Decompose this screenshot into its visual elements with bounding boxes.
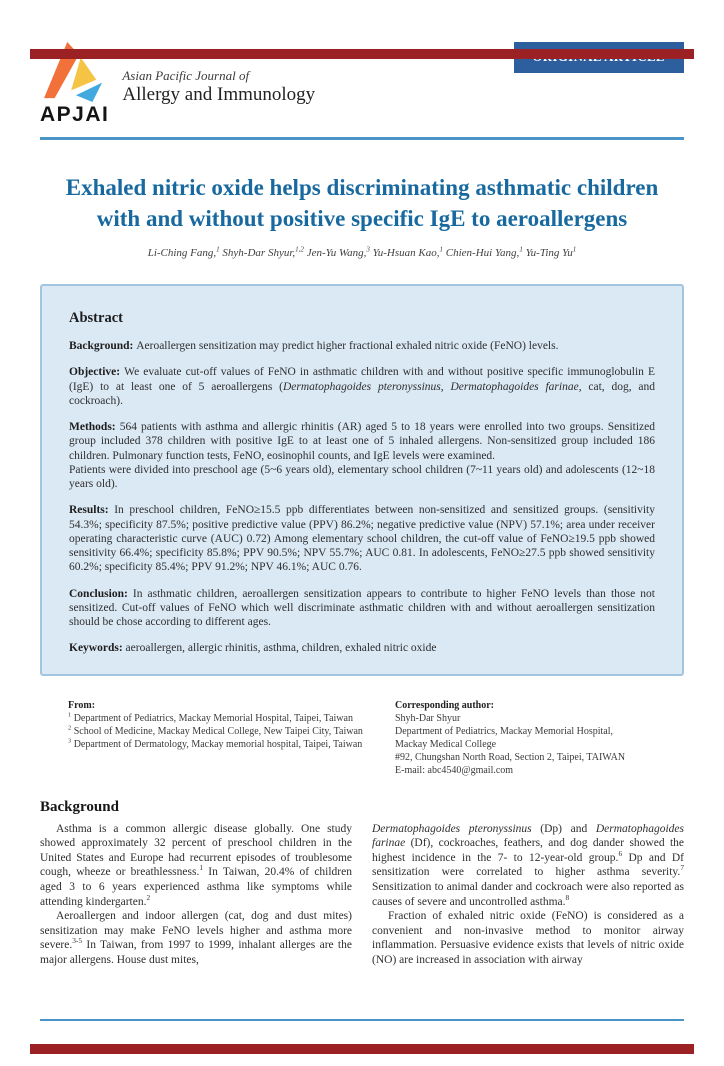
article-title-line1: Exhaled nitric oxide helps discriminating asthmatic children [65, 175, 659, 200]
abstract-paragraph-conclusion: Conclusion: In asthmatic children, aeroallergen sensitization appears to contribute to higher FeNO levels than those not sensitized. Cut-off values of FeNO which well discriminate asthmatic children with and without aeroallergen sensitization should be chose according to different ages. [69, 587, 655, 629]
email-link[interactable]: abc4540@gmail.com [427, 764, 514, 776]
credits-row [40, 699, 684, 777]
article-page [0, 42, 724, 1066]
abstract-paragraph-keywords: Keywords: aeroallergen, allergic rhinitis, asthma, children, exhaled nitric oxide [69, 642, 437, 655]
corresponding-author-affiliation: Department of Pediatrics, Mackay Memorial Hospital, [395, 725, 613, 737]
article-title [40, 172, 684, 234]
column-right [372, 822, 684, 968]
corresponding-author-label: Corresponding author: [395, 699, 494, 711]
journal-name-line1: Asian Pacific Journal of [122, 67, 250, 83]
header-rule [40, 137, 684, 140]
abstract-paragraph-methods-cont: Patients were divided into preschool age (5~6 years old), elementary school children (7~11 years old) and adolescents (12~18 years old). [69, 463, 655, 491]
column-left [40, 822, 352, 968]
corresponding-author-address: #92, Chungshan North Road, Section 2, Taipei, TAIWAN [395, 751, 626, 763]
corresponding-author-college: Mackay Medical College [395, 738, 497, 750]
abstract-title: Abstract [69, 310, 123, 327]
journal-name-line2: Allergy and Immunology [122, 84, 316, 106]
body-paragraph: Dermatophagoides pteronyssinus (Dp) and Dermatophagoides farinae (Df), cockroaches, feathers, and dog dander showed the highest incidence in the 7- to 12-year-old group.$^6$ Dp and Df sensitization were correlated to higher asthma severity.$^7$ Sensitization to animal dander and cockroach were also reported as causes of severe and uncontrolled asthma.$^8$ [372, 822, 685, 908]
from-block [68, 699, 368, 777]
email-label: E-mail: [395, 764, 428, 776]
abstract-paragraph-methods: Methods: 564 patients with asthma and allergic rhinitis (AR) aged 5 to 18 years were enrolled into two groups. Sensitized group included 378 children with positive IgE to at least one of 5 inhaled allergens. Non-sensitized group included 186 children. Pulmonary function tests, FeNO, eosinophil counts, and IgE levels were examined. [69, 421, 655, 462]
affiliation-item: $^1$ Department of Pediatrics, Mackay Memorial Hospital, Taipei, Taiwan [68, 711, 353, 724]
authors-line: Li-Ching Fang,$^1$ Shyh-Dar Shyur,$^{1,2}$ Jen-Yu Wang,$^3$ Yu-Hsuan Kao,$^1$ Chien-Hui Yang,$^1$ Yu-Ting Yu$^1$ [147, 245, 577, 260]
abstract-paragraph-results: Results: In preschool children, FeNO≥15.5 ppb differentiates between non-sensitized and sensitized groups. (sensitivity 54.3%; specificity 87.5%; positive predictive value (PPV) 86.2%; negative predictive value (NPV) 57.1%; area under receiver operating characteristic curve (AUC) 0.72) Among elementary school children, the cut-off value of FeNO≥19.5 ppb showed sensitivity 66.4%; specificity 85.8%; PPV 90.5%; NPV 55.7%; AUC 0.81. In adolescents, FeNO≥27.5 ppb showed sensitivity 60.2%; specificity 85.4%; PPV 91.2%; NPV 46.1%; AUC 0.76. [69, 504, 655, 574]
background-heading: Background [40, 798, 119, 815]
article-title-line2: with and without positive specific IgE to aeroallergens [96, 206, 628, 232]
abstract-box [40, 284, 684, 676]
body-paragraph: Aeroallergen and indoor allergen (cat, dog and dust mites) sensitization may make FeNO levels higher and asthma more severe.$^{3-5}$ In Taiwan, from 1997 to 1999, inhalant allerges are the major allergens. House dust mites, [40, 910, 352, 966]
corresponding-author-email-line [395, 764, 680, 777]
body-paragraph: Asthma is a common allergic disease globally. One study showed approximately 32 percent of preschool children in the United States and Europe had recurrent episodes of troublesome cough, wheeze or breathlessness.$^1$ In Taiwan, 20.4% of children aged 3 to 6 years experienced asthma like symptoms while attending kindergarten.$^2$ [40, 822, 352, 908]
corresponding-author-block [395, 699, 680, 777]
bottom-maroon-bar [30, 1044, 694, 1054]
bottom-rule [40, 1019, 684, 1021]
from-label: From: [68, 699, 96, 711]
journal-name [122, 68, 315, 107]
affiliation-item: $^2$ School of Medicine, Mackay Medical College, New Taipei City, Taiwan [68, 724, 363, 737]
affiliation-item: $^3$ Department of Dermatology, Mackay memorial hospital, Taipei, Taiwan [68, 737, 363, 750]
abstract-paragraph-background: Background: Aeroallergen sensitization may predict higher fractional exhaled nitric oxide (FeNO) levels. [69, 340, 559, 353]
abstract-paragraph-objective: Objective: We evaluate cut-off values of FeNO in asthmatic children with and without positive specific immunoglobulin E (IgE) to at least one of 5 aeroallergens (Dermatophagoides pteronyssinus, Dermatophagoides farinae, cat, dog, and cockroach). [69, 366, 656, 407]
body-columns [40, 822, 684, 968]
corresponding-author-name: Shyh-Dar Shyur [395, 712, 461, 724]
top-maroon-bar [30, 49, 694, 59]
logo-acronym: APJAI [40, 103, 110, 126]
body-paragraph: Fraction of exhaled nitric oxide (FeNO) is considered as a convenient and non-invasive method to monitor airway inflammation. Persuasive evidence exists that levels of nitric oxide (NO) are increased in association with airway [372, 910, 684, 966]
